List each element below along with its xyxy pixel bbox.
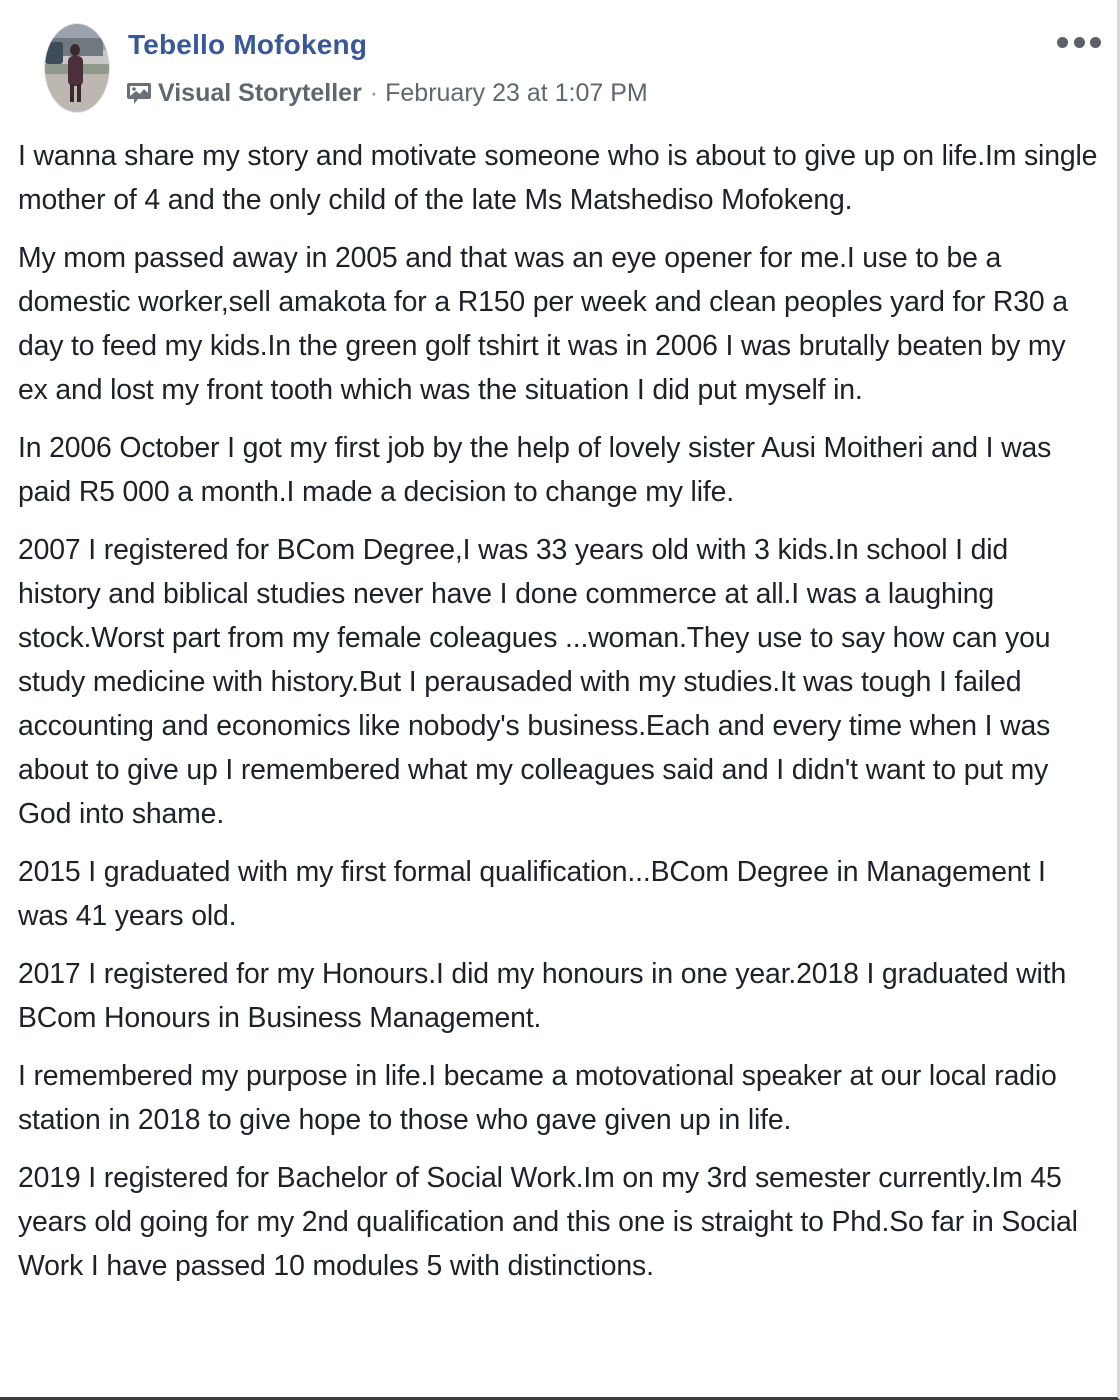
avatar-photo <box>45 24 109 112</box>
post-paragraph: I wanna share my story and motivate someone who is about to give up on life.Im single mother of 4 and the only child of the late Ms Matshediso Mofokeng. <box>18 140 1098 216</box>
post-paragraph: 2007 I registered for BCom Degree,I was 33 years old with 3 kids.In school I did history and biblical studies never have I done commerce at all.I was a laughing stock.Worst part from my female coleagues ...woman.They use to say how can you study medicine with history.But I perausaded with my studies.It was tough I failed accounting and economics like nobody's business.Each and every time when I was about to give up I remembered what my colleagues said and I didn't want to put my God into shame. <box>18 534 1051 830</box>
post-paragraph: 2015 I graduated with my first formal qualification...BCom Degree in Management I was 41 years old. <box>18 856 1046 932</box>
more-horizontal-icon <box>1057 37 1068 48</box>
more-horizontal-icon <box>1074 37 1085 48</box>
post-paragraph: My mom passed away in 2005 and that was an eye opener for me.I use to be a domestic worker,sell amakota for a R150 per week and clean peoples yard for R30 a day to feed my kids.In the green golf tshirt it was in 2006 I was brutally beaten by my ex and lost my front tooth which was the situation I did put myself in. <box>18 242 1068 406</box>
post-paragraph: In 2006 October I got my first job by the help of lovely sister Ausi Moitheri and I was paid R5 000 a month.I made a decision to change my life. <box>18 432 1052 508</box>
visual-storyteller-badge-icon <box>126 80 152 106</box>
post-timestamp[interactable]: February 23 at 1:07 PM <box>385 78 648 107</box>
more-options-button[interactable] <box>1057 30 1101 54</box>
post-meta <box>126 76 648 110</box>
post-body <box>18 134 1098 1302</box>
post-paragraph: I remembered my purpose in life.I became a motovational speaker at our local radio station in 2018 to give hope to those who gave given up in life. <box>18 1060 1057 1136</box>
post-paragraph: 2019 I registered for Bachelor of Social Work.Im on my 3rd semester currently.Im 45 years old going for my 2nd qualification and this one is straight to Phd.So far in Social Work I have passed 10 modules 5 with distinctions. <box>18 1162 1078 1282</box>
more-horizontal-icon <box>1090 37 1101 48</box>
meta-separator: · <box>369 78 379 107</box>
author-name-link[interactable]: Tebello Mofokeng <box>128 29 368 60</box>
post-header <box>0 0 1117 130</box>
author-avatar[interactable] <box>45 24 109 112</box>
post-paragraph: 2017 I registered for my Honours.I did my honours in one year.2018 I graduated with BCom Honours in Business Management. <box>18 958 1067 1034</box>
badge-label[interactable]: Visual Storyteller <box>158 78 362 107</box>
